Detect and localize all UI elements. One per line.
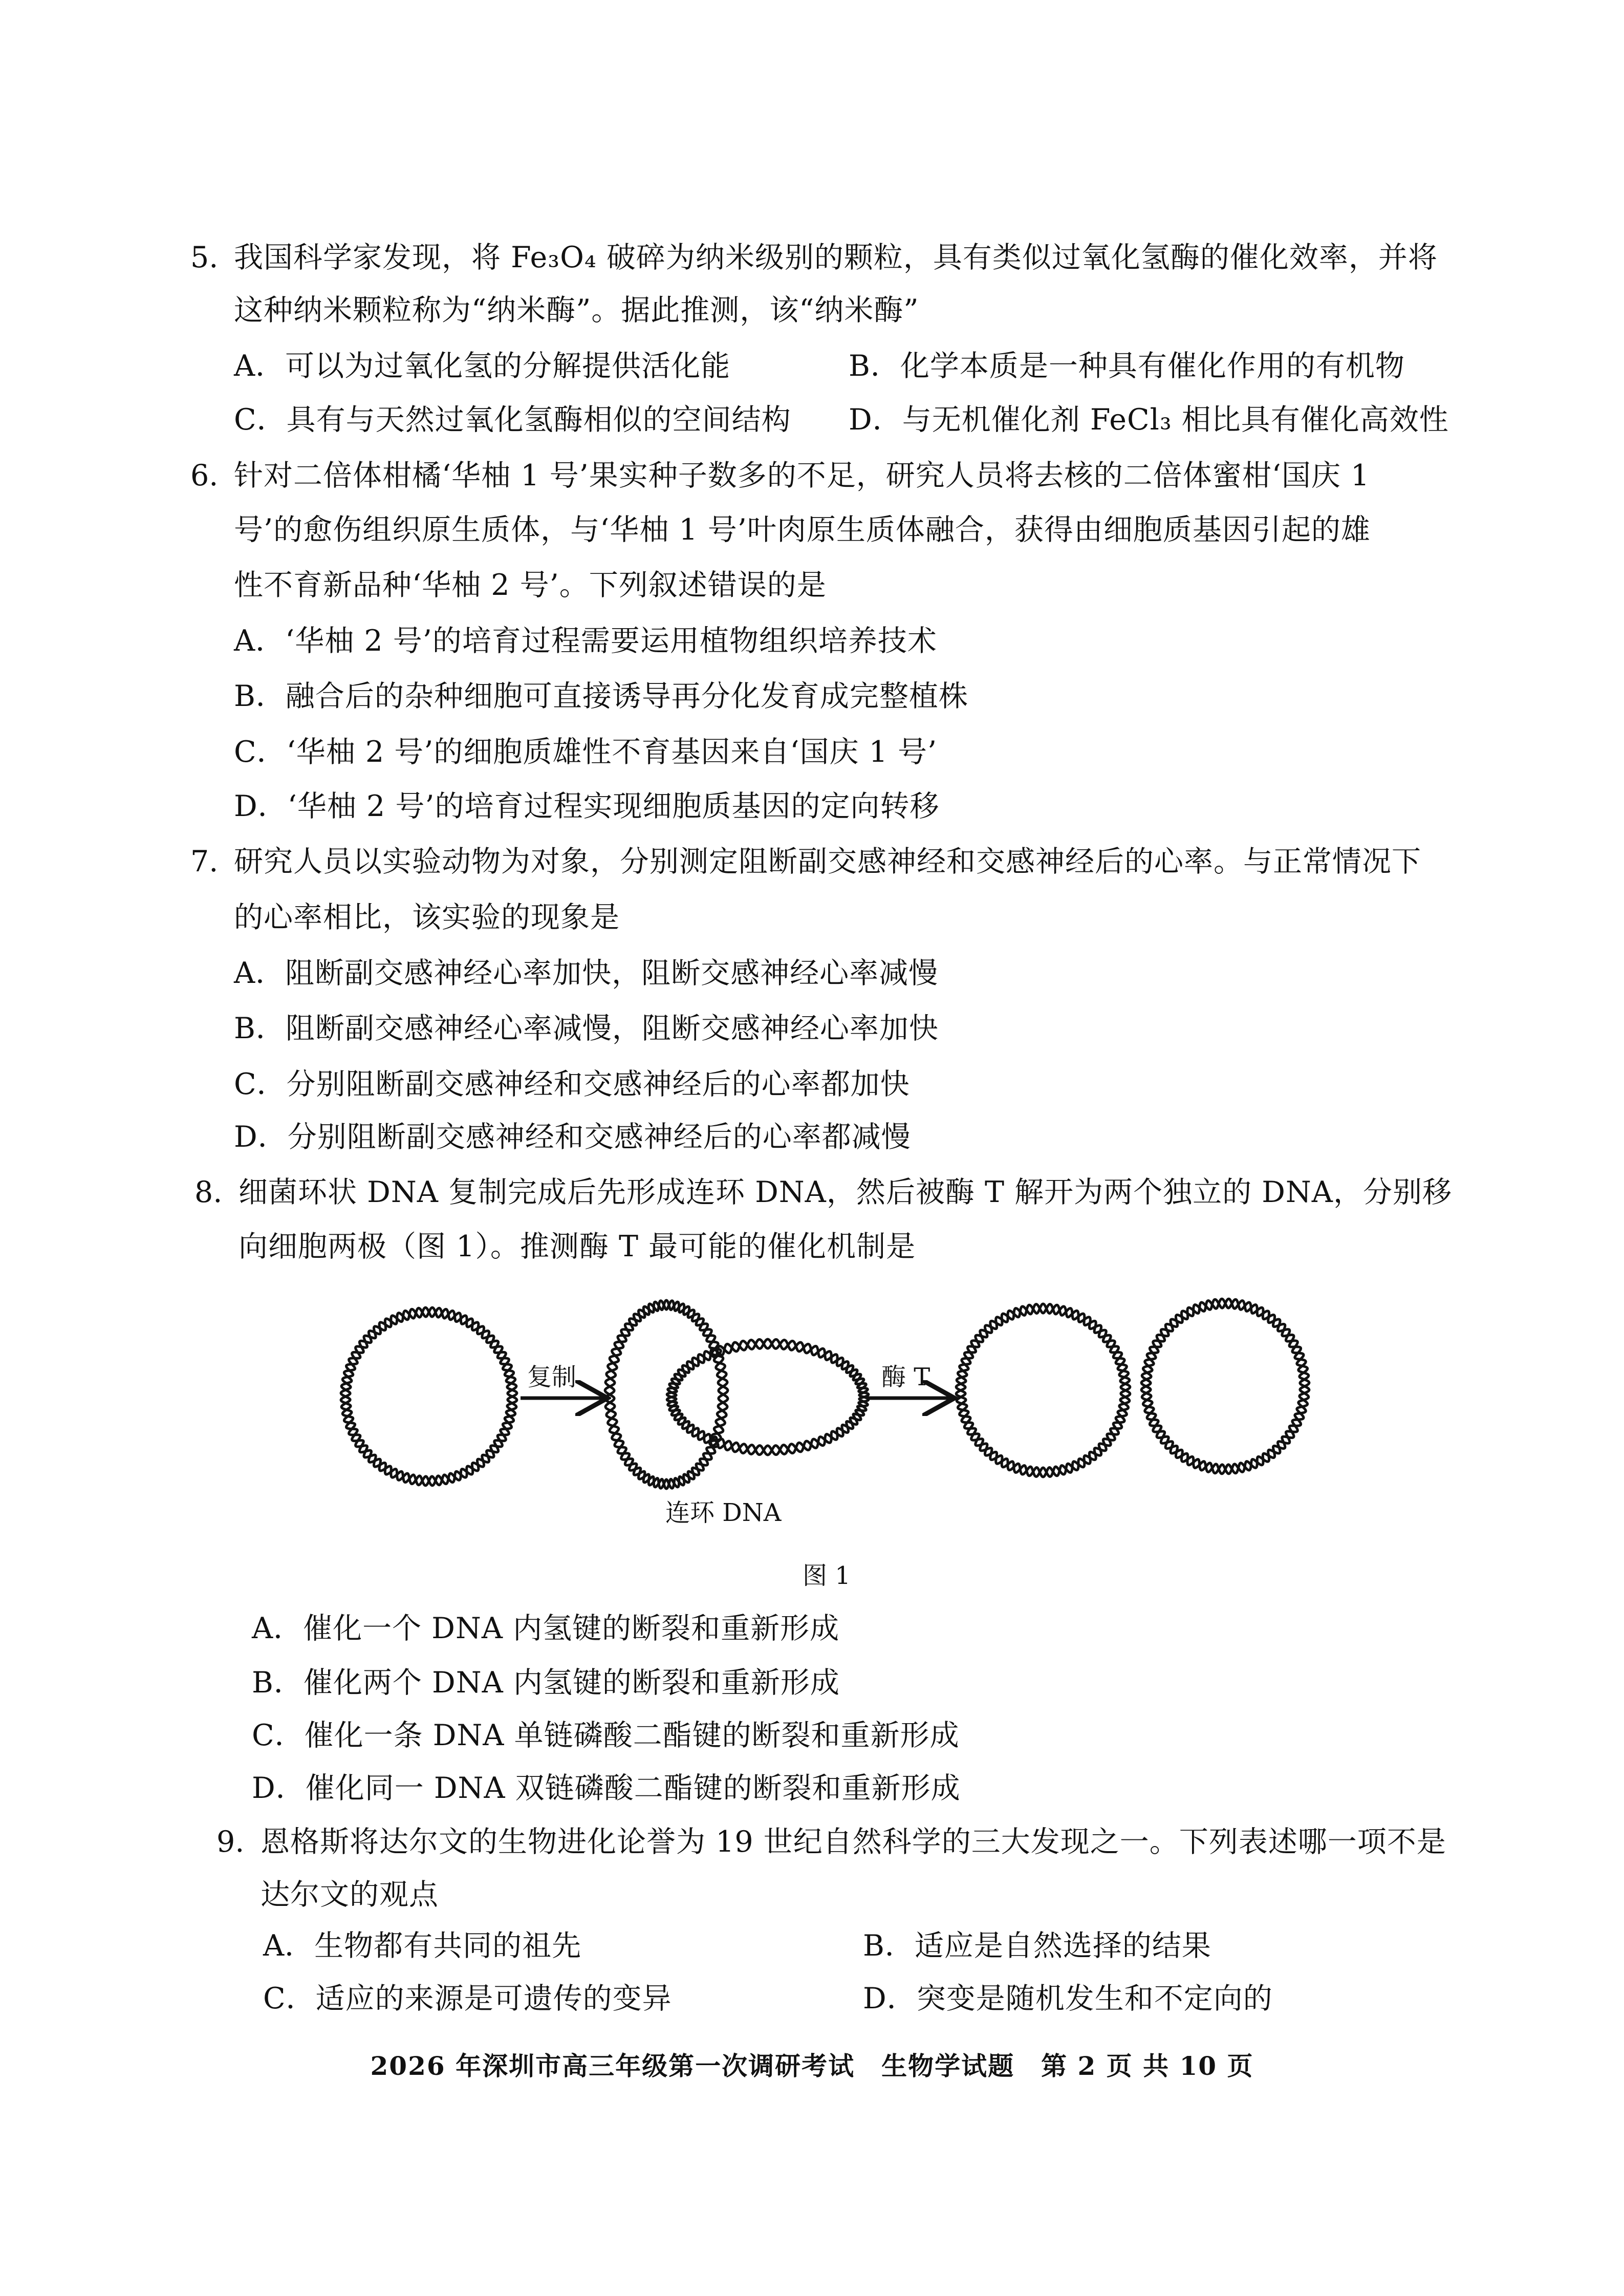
question-9-option-a: A．生物都有共同的祖先 [263,1929,582,1963]
question-6-option-a: A．‘华柚 2 号’的培育过程需要运用植物组织培养技术 [234,624,937,658]
question-7-stem-line: 研究人员以实验动物为对象，分别测定阻断副交感神经和交感神经后的心率。与正常情况下 [234,845,1421,878]
question-8-stem-line: 向细胞两极（图 1）。推测酶 T 最可能的催化机制是 [239,1230,916,1263]
linked-dna-ring-2 [667,1339,869,1455]
question-8-number: 8. [194,1175,223,1209]
question-7-stem-line: 的心率相比，该实验的现象是 [234,900,620,934]
question-5-option-a: A．可以为过氧化氢的分解提供活化能 [234,349,731,383]
question-5-option-b: B．化学本质是一种具有催化作用的有机物 [849,349,1405,383]
question-8-option-d: D．催化同一 DNA 双链磷酸二酯键的断裂和重新形成 [252,1771,961,1805]
separated-dna-ring-1 [956,1304,1130,1477]
question-9-stem-line: 达尔文的观点 [261,1878,439,1912]
replication-label: 复制 [527,1363,577,1391]
question-7-option-d: D．分别阻断副交感神经和交感神经后的心率都减慢 [234,1120,911,1154]
figure-caption: 图 1 [803,1561,851,1590]
circular-dna-original [341,1307,517,1486]
linked-dna-label: 连环 DNA [665,1498,782,1527]
question-9-option-d: D．突变是随机发生和不定向的 [863,1982,1273,2015]
question-9-number: 9. [216,1825,245,1859]
question-7-option-a: A．阻断副交感神经心率加快，阻断交感神经心率减慢 [234,956,939,990]
question-6-number: 6. [190,459,219,492]
question-8-option-c: C．催化一条 DNA 单链磷酸二酯键的断裂和重新形成 [252,1719,960,1752]
question-6-option-d: D．‘华柚 2 号’的培育过程实现细胞质基因的定向转移 [234,789,940,823]
question-8-option-a: A．催化一个 DNA 内氢键的断裂和重新形成 [252,1612,840,1645]
question-5-option-c: C．具有与天然过氧化氢酶相似的空间结构 [234,403,791,437]
question-7-option-c: C．分别阻断副交感神经和交感神经后的心率都加快 [234,1067,910,1101]
question-9-option-b: B．适应是自然选择的结果 [863,1929,1211,1963]
separated-dna-ring-2 [1141,1299,1309,1474]
question-9-option-c: C．适应的来源是可遗传的变异 [263,1982,672,2015]
question-8-stem-line: 细菌环状 DNA 复制完成后先形成连环 DNA，然后被酶 T 解开为两个独立的 DNA，分别移 [239,1175,1452,1209]
question-8-option-b: B．催化两个 DNA 内氢键的断裂和重新形成 [252,1666,840,1700]
question-5-stem-line: 我国科学家发现，将 Fe₃O₄ 破碎为纳米级别的颗粒，具有类似过氧化氢酶的催化效率，并将 [234,241,1438,274]
question-6-option-c: C．‘华柚 2 号’的细胞质雄性不育基因来自‘国庆 1 号’ [234,735,938,769]
question-6-stem-line: 号’的愈伤组织原生质体，与‘华柚 1 号’叶肉原生质体融合，获得由细胞质基因引起的雄 [234,513,1371,547]
question-9-stem-line: 恩格斯将达尔文的生物进化论誉为 19 世纪自然科学的三大发现之一。下列表述哪一项不是 [261,1825,1446,1859]
question-5-number: 5. [190,241,219,274]
question-6-option-b: B．融合后的杂种细胞可直接诱导再分化发育成完整植株 [234,679,968,713]
question-6-stem-line: 针对二倍体柑橘‘华柚 1 号’果实种子数多的不足，研究人员将去核的二倍体蜜柑‘国庆 1 [234,459,1370,492]
question-5-option-d: D．与无机催化剂 FeCl₃ 相比具有催化高效性 [849,403,1449,437]
question-7-option-b: B．阻断副交感神经心率减慢，阻断交感神经心率加快 [234,1012,939,1045]
enzyme-t-label: 酶 T [881,1363,930,1391]
question-6-stem-line: 性不育新品种‘华柚 2 号’。下列叙述错误的是 [234,568,827,602]
question-7-number: 7. [190,845,219,878]
question-5-stem-line: 这种纳米颗粒称为“纳米酶”。据此推测，该“纳米酶” [234,293,919,327]
page-footer: 2026 年深圳市高三年级第一次调研考试 生物学试题 第 2 页 共 10 页 [370,2051,1254,2081]
